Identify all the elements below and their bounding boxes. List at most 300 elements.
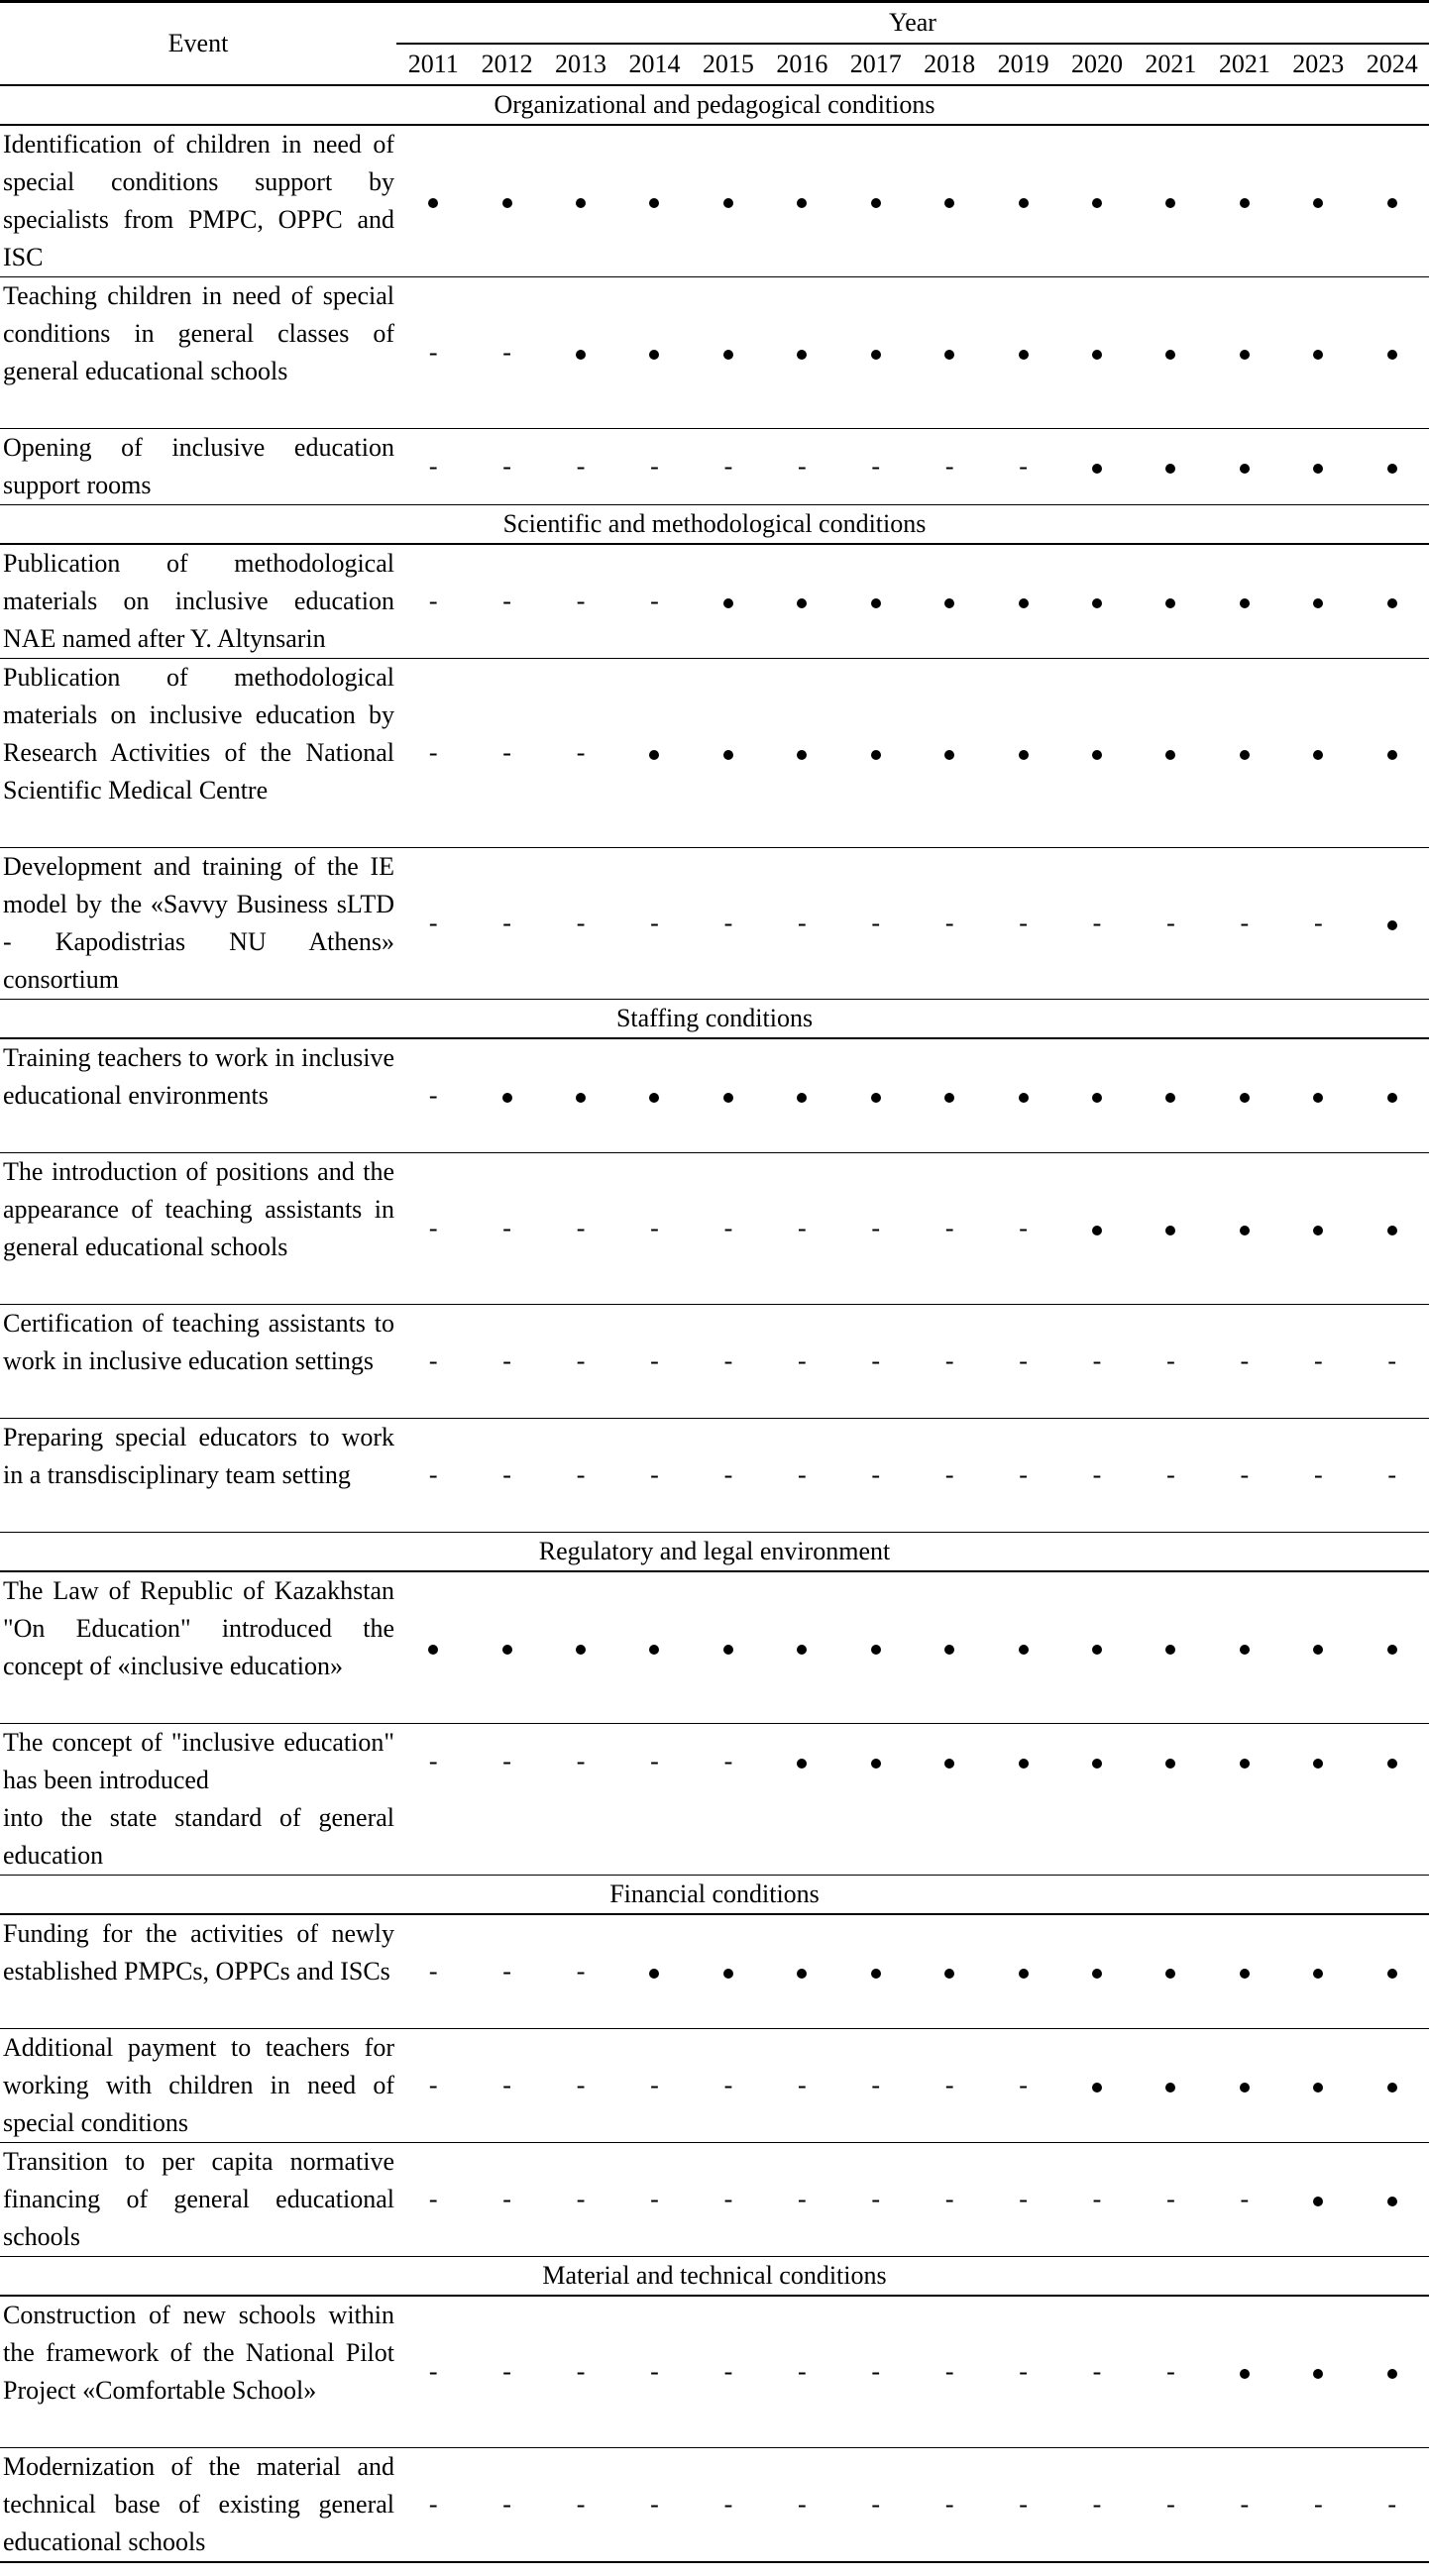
event-present-dot	[1134, 1038, 1207, 1153]
year-header-cell: 2014	[617, 44, 691, 85]
event-absent-dash: -	[396, 848, 470, 1000]
event-absent-dash: -	[470, 1305, 543, 1419]
event-present-dot	[692, 277, 765, 429]
event-present-dot	[1355, 1914, 1429, 2029]
dot-icon	[1019, 198, 1029, 208]
event-absent-dash: -	[544, 2296, 617, 2448]
event-absent-dash: -	[839, 2448, 913, 2563]
event-absent-dash: -	[1355, 2448, 1429, 2563]
dot-icon	[1313, 1226, 1323, 1235]
event-present-dot	[1355, 2029, 1429, 2143]
event-present-dot	[765, 1571, 838, 1724]
dot-icon	[944, 350, 954, 360]
event-present-dot	[617, 659, 691, 848]
dot-icon	[871, 1759, 881, 1769]
event-present-dot	[1355, 2143, 1429, 2257]
empty-cell	[470, 1799, 543, 1876]
event-present-dot	[1208, 659, 1281, 848]
event-absent-dash: -	[913, 1153, 986, 1305]
event-absent-dash: -	[470, 848, 543, 1000]
dot-icon	[576, 198, 586, 208]
event-absent-dash: -	[544, 848, 617, 1000]
year-header-cell: 2012	[470, 44, 543, 85]
event-present-dot	[1208, 2296, 1281, 2448]
year-header-cell: 2024	[1355, 44, 1429, 85]
event-present-dot	[1355, 2296, 1429, 2448]
section-row	[0, 1533, 1429, 1572]
header-row-top	[0, 2, 1429, 45]
dot-icon	[1165, 1645, 1175, 1655]
dot-icon	[944, 750, 954, 760]
event-present-dot	[470, 125, 543, 277]
event-absent-dash: -	[692, 2143, 765, 2257]
table-row	[0, 2029, 1429, 2143]
event-absent-dash: -	[1134, 2296, 1207, 2448]
dot-icon	[649, 198, 659, 208]
dot-icon	[944, 1645, 954, 1655]
dot-icon	[871, 1969, 881, 1979]
event-present-dot	[1208, 2029, 1281, 2143]
event-absent-dash: -	[576, 1747, 586, 1775]
event-absent-dash: -	[1208, 2143, 1281, 2257]
dot-icon	[723, 1093, 733, 1103]
dot-icon	[1387, 350, 1397, 360]
dot-icon	[1313, 2369, 1323, 2379]
dot-icon	[797, 1093, 807, 1103]
dot-icon	[649, 350, 659, 360]
dot-icon	[1165, 198, 1175, 208]
event-present-dot	[986, 277, 1059, 429]
dot-icon	[1387, 920, 1397, 930]
dot-icon	[1240, 750, 1250, 760]
event-absent-dash: -	[1208, 1305, 1281, 1419]
dot-icon	[1092, 464, 1102, 474]
event-absent-dash: -	[617, 1153, 691, 1305]
event-absent-dash: -	[1355, 1419, 1429, 1533]
event-absent-dash: -	[396, 544, 470, 659]
dot-icon	[1240, 2369, 1250, 2379]
event-present-dot	[617, 1914, 691, 2029]
event-present-dot	[839, 1571, 913, 1724]
empty-cell	[1208, 1799, 1281, 1876]
dot-icon	[1387, 1226, 1397, 1235]
event-absent-dash: -	[692, 2296, 765, 2448]
event-absent-dash: -	[1134, 1419, 1207, 1533]
section-row	[0, 2257, 1429, 2297]
section-title: Staffing conditions	[0, 1000, 1429, 1039]
event-present-dot	[1281, 1038, 1355, 1153]
dot-icon	[428, 198, 438, 208]
event-cell: into the state standard of general education	[0, 1799, 396, 1876]
event-absent-dash: -	[692, 848, 765, 1000]
event-absent-dash: -	[1355, 1305, 1429, 1419]
event-cell: Identification of children in need of special conditions support by specialists from PMPC, OPPC and ISC	[0, 125, 396, 277]
dot-icon	[871, 750, 881, 760]
event-absent-dash: -	[1060, 2143, 1134, 2257]
dot-icon	[576, 1093, 586, 1103]
event-absent-dash: -	[650, 1747, 659, 1775]
dot-icon	[797, 1645, 807, 1655]
dot-icon	[1092, 1093, 1102, 1103]
event-cell: Opening of inclusive education support rooms	[0, 429, 396, 505]
dot-icon	[944, 1759, 954, 1769]
event-present-dot	[839, 1724, 913, 1800]
event-cell: The introduction of positions and the appearance of teaching assistants in general educational schools	[0, 1153, 396, 1305]
dot-icon	[1019, 598, 1029, 608]
event-absent-dash: -	[396, 2448, 470, 2563]
event-present-dot	[1355, 1571, 1429, 1724]
event-present-dot	[1281, 1724, 1355, 1800]
event-present-dot	[1208, 1914, 1281, 2029]
year-header-cell: 2018	[913, 44, 986, 85]
dot-icon	[1387, 598, 1397, 608]
event-absent-dash: -	[396, 1305, 470, 1419]
dot-icon	[1313, 1645, 1323, 1655]
event-absent-dash: -	[1134, 2143, 1207, 2257]
event-present-dot	[470, 1038, 543, 1153]
dot-icon	[1165, 1759, 1175, 1769]
dot-icon	[944, 198, 954, 208]
event-present-dot	[1355, 544, 1429, 659]
event-absent-dash: -	[692, 2448, 765, 2563]
event-present-dot	[1208, 1038, 1281, 1153]
event-absent-dash: -	[986, 2143, 1059, 2257]
dot-icon	[1092, 750, 1102, 760]
event-absent-dash: -	[544, 2029, 617, 2143]
event-present-dot	[986, 1038, 1059, 1153]
dot-icon	[1387, 464, 1397, 474]
event-present-dot	[396, 125, 470, 277]
table-row	[0, 1724, 1429, 1800]
event-absent-dash: -	[470, 2143, 543, 2257]
event-present-dot	[1208, 1571, 1281, 1724]
table-row	[0, 2143, 1429, 2257]
event-present-dot	[1355, 125, 1429, 277]
event-absent-dash: -	[1060, 1305, 1134, 1419]
event-present-dot	[839, 125, 913, 277]
dot-icon	[649, 1645, 659, 1655]
event-present-dot	[1134, 277, 1207, 429]
event-present-dot	[1355, 848, 1429, 1000]
event-present-dot	[1355, 1038, 1429, 1153]
empty-cell	[1281, 1799, 1355, 1876]
dot-icon	[1240, 2083, 1250, 2093]
event-absent-dash: -	[617, 544, 691, 659]
empty-cell	[913, 1799, 986, 1876]
event-absent-dash: -	[396, 2296, 470, 2448]
dot-icon	[944, 598, 954, 608]
table-row	[0, 2448, 1429, 2563]
event-cell: The concept of "inclusive education" has been introduced	[3, 1728, 394, 1794]
event-present-dot	[1281, 659, 1355, 848]
dot-icon	[1313, 350, 1323, 360]
table-row	[0, 1799, 1429, 1876]
event-absent-dash: -	[913, 2029, 986, 2143]
event-present-dot	[1134, 1153, 1207, 1305]
event-absent-dash: -	[765, 2029, 838, 2143]
event-present-dot	[692, 1571, 765, 1724]
dot-icon	[1240, 350, 1250, 360]
empty-cell	[1060, 1799, 1134, 1876]
event-present-dot	[1060, 1724, 1134, 1800]
event-absent-dash: -	[1060, 2296, 1134, 2448]
dot-icon	[1092, 1759, 1102, 1769]
dot-icon	[723, 598, 733, 608]
event-absent-dash: -	[396, 2029, 470, 2143]
event-absent-dash: -	[839, 848, 913, 1000]
event-present-dot	[1208, 1153, 1281, 1305]
dot-icon	[1240, 1969, 1250, 1979]
event-present-dot	[1208, 125, 1281, 277]
dot-icon	[1240, 464, 1250, 474]
event-present-dot	[396, 1571, 470, 1724]
event-cell: Teaching children in need of special conditions in general classes of general educational schools	[0, 277, 396, 429]
dot-icon	[944, 1969, 954, 1979]
event-cell: Modernization of the material and technical base of existing general educational schools	[0, 2448, 396, 2563]
event-cell: Publication of methodological materials on inclusive education by Research Activities of the National Scientific Medical Centre	[0, 659, 396, 848]
empty-cell	[544, 1799, 617, 1876]
dot-icon	[1092, 198, 1102, 208]
event-present-dot	[1134, 2029, 1207, 2143]
event-cell: The Law of Republic of Kazakhstan "On Education" introduced the concept of «inclusive education»	[0, 1571, 396, 1724]
event-present-dot	[544, 277, 617, 429]
event-absent-dash: -	[839, 1305, 913, 1419]
event-absent-dash: -	[470, 2029, 543, 2143]
event-absent-dash: -	[765, 1153, 838, 1305]
year-header-cell: 2021	[1208, 44, 1281, 85]
event-absent-dash: -	[1060, 2448, 1134, 2563]
event-absent-dash: -	[692, 429, 765, 505]
event-present-dot	[1281, 125, 1355, 277]
year-header-cell: 2016	[765, 44, 838, 85]
event-absent-dash: -	[913, 848, 986, 1000]
event-present-dot	[1281, 277, 1355, 429]
event-present-dot	[1134, 125, 1207, 277]
event-present-dot	[1060, 125, 1134, 277]
dot-icon	[1165, 1226, 1175, 1235]
event-present-dot	[1134, 1914, 1207, 2029]
event-present-dot	[839, 1914, 913, 2029]
empty-cell	[396, 1799, 470, 1876]
dot-icon	[797, 198, 807, 208]
event-absent-dash: -	[839, 1419, 913, 1533]
event-present-dot	[1281, 1914, 1355, 2029]
event-present-dot	[617, 125, 691, 277]
dot-icon	[649, 1093, 659, 1103]
event-cell: Training teachers to work in inclusive educational environments	[0, 1038, 396, 1153]
event-present-dot	[913, 125, 986, 277]
event-absent-dash: -	[765, 2448, 838, 2563]
event-present-dot	[1281, 429, 1355, 505]
event-present-dot	[765, 659, 838, 848]
event-present-dot	[839, 659, 913, 848]
event-present-dot	[1060, 1571, 1134, 1724]
event-present-dot	[1060, 1914, 1134, 2029]
event-absent-dash: -	[544, 2448, 617, 2563]
event-absent-dash: -	[986, 2448, 1059, 2563]
event-absent-dash: -	[470, 1914, 543, 2029]
dot-icon	[1019, 1645, 1029, 1655]
event-absent-dash: -	[470, 1419, 543, 1533]
dot-icon	[1019, 350, 1029, 360]
year-header-cell: 2013	[544, 44, 617, 85]
dot-icon	[797, 1969, 807, 1979]
event-present-dot	[692, 1038, 765, 1153]
event-absent-dash: -	[765, 1419, 838, 1533]
dot-icon	[1165, 598, 1175, 608]
event-absent-dash: -	[396, 659, 470, 848]
dot-icon	[797, 1759, 807, 1769]
event-absent-dash: -	[1281, 1305, 1355, 1419]
event-present-dot	[1134, 1571, 1207, 1724]
event-present-dot	[1355, 1724, 1429, 1800]
event-absent-dash: -	[692, 1419, 765, 1533]
dot-icon	[1019, 1759, 1029, 1769]
dot-icon	[944, 1093, 954, 1103]
event-present-dot	[1281, 1571, 1355, 1724]
event-present-dot	[913, 659, 986, 848]
event-absent-dash: -	[470, 2448, 543, 2563]
event-absent-dash: -	[396, 1153, 470, 1305]
dot-icon	[1019, 750, 1029, 760]
event-absent-dash: -	[470, 429, 543, 505]
dot-icon	[1387, 1759, 1397, 1769]
event-cell: Additional payment to teachers for working with children in need of special conditions	[0, 2029, 396, 2143]
event-absent-dash: -	[839, 1153, 913, 1305]
event-absent-dash: -	[1208, 848, 1281, 1000]
dot-icon	[797, 750, 807, 760]
event-absent-dash: -	[1134, 2448, 1207, 2563]
event-absent-dash: -	[544, 1153, 617, 1305]
event-present-dot	[1060, 544, 1134, 659]
event-absent-dash: -	[913, 429, 986, 505]
event-absent-dash: -	[839, 2143, 913, 2257]
event-present-dot	[986, 544, 1059, 659]
event-present-dot	[692, 659, 765, 848]
event-absent-dash: -	[913, 1305, 986, 1419]
year-header-cell: 2021	[1134, 44, 1207, 85]
dot-icon	[1165, 1093, 1175, 1103]
event-absent-dash: -	[765, 2143, 838, 2257]
event-absent-dash: -	[617, 1305, 691, 1419]
dot-icon	[1240, 1759, 1250, 1769]
event-absent-dash: -	[1134, 1305, 1207, 1419]
event-present-dot	[692, 125, 765, 277]
dot-icon	[1313, 464, 1323, 474]
dot-icon	[723, 1645, 733, 1655]
table-row	[0, 544, 1429, 659]
event-absent-dash: -	[470, 277, 543, 429]
year-header-cell: 2017	[839, 44, 913, 85]
event-absent-dash: -	[986, 2296, 1059, 2448]
dot-icon	[1240, 198, 1250, 208]
event-present-dot	[913, 1571, 986, 1724]
table-row	[0, 1038, 1429, 1153]
dot-icon	[723, 350, 733, 360]
dot-icon	[1313, 1759, 1323, 1769]
event-absent-dash: -	[1208, 2448, 1281, 2563]
dot-icon	[1092, 1645, 1102, 1655]
dot-icon	[1387, 1969, 1397, 1979]
event-absent-dash: -	[470, 2296, 543, 2448]
event-absent-dash: -	[396, 429, 470, 505]
dot-icon	[1165, 1969, 1175, 1979]
event-present-dot	[544, 1571, 617, 1724]
dot-icon	[1387, 750, 1397, 760]
dot-icon	[1313, 2083, 1323, 2093]
event-present-dot	[1060, 659, 1134, 848]
section-row	[0, 1000, 1429, 1039]
event-absent-dash: -	[544, 659, 617, 848]
year-header-cell: 2020	[1060, 44, 1134, 85]
dot-icon	[1240, 1645, 1250, 1655]
event-present-dot	[544, 125, 617, 277]
event-present-dot	[986, 125, 1059, 277]
event-absent-dash: -	[617, 848, 691, 1000]
dot-icon	[723, 750, 733, 760]
event-absent-dash: -	[617, 429, 691, 505]
event-present-dot	[544, 1038, 617, 1153]
event-absent-dash: -	[396, 1419, 470, 1533]
event-absent-dash: -	[470, 1153, 543, 1305]
event-present-dot	[1281, 2029, 1355, 2143]
empty-cell	[839, 1799, 913, 1876]
event-present-dot	[913, 1724, 986, 1800]
event-absent-dash: -	[765, 429, 838, 505]
event-present-dot	[1134, 1724, 1207, 1800]
event-absent-dash: -	[986, 429, 1059, 505]
event-absent-dash: -	[502, 1747, 511, 1775]
dot-icon	[1092, 1969, 1102, 1979]
event-absent-dash: -	[544, 429, 617, 505]
event-absent-dash: -	[396, 2143, 470, 2257]
dot-icon	[1165, 350, 1175, 360]
event-present-dot	[1281, 2143, 1355, 2257]
event-cell: Transition to per capita normative financing of general educational schools	[0, 2143, 396, 2257]
event-present-dot	[839, 544, 913, 659]
event-present-dot	[1060, 2029, 1134, 2143]
event-present-dot	[1060, 429, 1134, 505]
event-absent-dash: -	[544, 1305, 617, 1419]
dot-icon	[1165, 750, 1175, 760]
dot-icon	[723, 1969, 733, 1979]
event-present-dot	[470, 1571, 543, 1724]
section-row	[0, 505, 1429, 545]
event-absent-dash: -	[913, 2143, 986, 2257]
event-absent-dash: -	[692, 1153, 765, 1305]
event-present-dot	[765, 1724, 838, 1800]
event-absent-dash: -	[470, 544, 543, 659]
event-present-dot	[765, 277, 838, 429]
event-present-dot	[1208, 1724, 1281, 1800]
table-row	[0, 1419, 1429, 1533]
dot-icon	[871, 1093, 881, 1103]
table-row	[0, 1305, 1429, 1419]
event-absent-dash: -	[986, 1305, 1059, 1419]
event-present-dot	[913, 1914, 986, 2029]
event-cell: Development and training of the IE model by the «Savvy Business sLTD - Kapodistrias NU Athens» consortium	[0, 848, 396, 1000]
event-present-dot	[1281, 2296, 1355, 2448]
event-absent-dash: -	[544, 1914, 617, 2029]
dot-icon	[576, 1645, 586, 1655]
event-present-dot	[913, 277, 986, 429]
event-absent-dash: -	[617, 2029, 691, 2143]
dot-icon	[1313, 750, 1323, 760]
dot-icon	[502, 198, 512, 208]
dot-icon	[576, 350, 586, 360]
event-absent-dash: -	[692, 2029, 765, 2143]
event-absent-dash: -	[692, 1305, 765, 1419]
